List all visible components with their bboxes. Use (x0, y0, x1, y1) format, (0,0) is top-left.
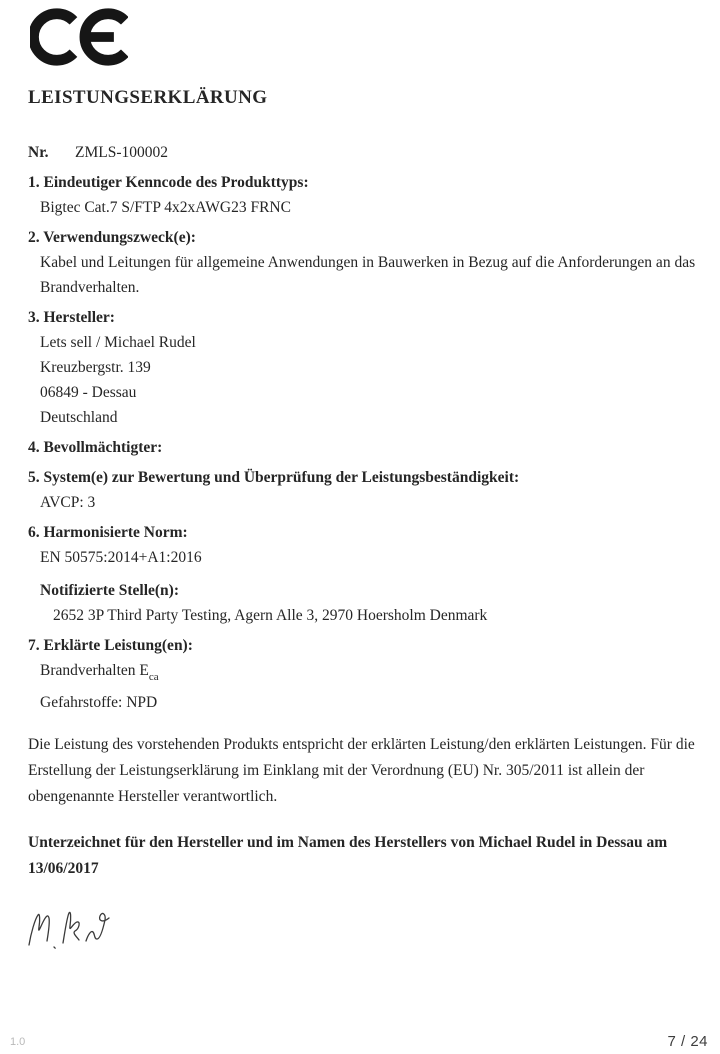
section-line: 06849 - Dessau (40, 384, 137, 401)
signing-statement: Unterzeichnet für den Hersteller und im Namen des Herstellers von Michael Rudel in Dessau am (28, 834, 668, 851)
signing-date: 13/06/2017 (28, 860, 99, 877)
section-heading: 7. Erklärte Leistung(en): (28, 637, 193, 654)
section-heading: 4. Bevollmächtigter: (28, 439, 163, 456)
section-line: Kabel und Leitungen für allgemeine Anwendungen in Bauwerken in Bezug auf die Anforderungen an das Brandverhalten. (40, 254, 696, 296)
section-harmonised-standard (28, 520, 696, 628)
footer-page-indicator: 7 / 24 (667, 1033, 708, 1050)
fire-behavior-label: Brandverhalten E (40, 662, 149, 679)
section-heading: 2. Verwendungszweck(e): (28, 229, 196, 246)
section-heading: 3. Hersteller: (28, 309, 115, 326)
hazardous-substances-line: Gefahrstoffe: NPD (40, 694, 158, 711)
section-manufacturer (28, 305, 696, 430)
section-heading: 6. Harmonisierte Norm: (28, 524, 188, 541)
subsection-heading: Notifizierte Stelle(n): (40, 582, 180, 599)
section-line: EN 50575:2014+A1:2016 (40, 549, 202, 566)
section-unique-code (28, 170, 696, 220)
section-line: AVCP: 3 (40, 494, 96, 511)
section-heading: 5. System(e) zur Bewertung und Überprüfung der Leistungsbeständigkeit: (28, 469, 520, 486)
footer-version: 1.0 (10, 1036, 26, 1048)
section-declared-performance (28, 633, 696, 715)
fire-behavior-class-subscript: ca (148, 671, 159, 683)
section-line: Lets sell / Michael Rudel (40, 334, 196, 351)
document-number-label: Nr. (28, 144, 49, 161)
document-number-value: ZMLS-100002 (75, 144, 168, 161)
section-authorized-representative (28, 435, 696, 460)
section-line: Bigtec Cat.7 S/FTP 4x2xAWG23 FRNC (40, 199, 291, 216)
closing-paragraph: Die Leistung des vorstehenden Produkts entspricht der erklärten Leistung/den erklärten Leistungen. Für die Erstellung der Leistungserklärung im Einklang mit der Verordnung (EU) Nr. 305/2011 ist allein der obengenannte Hersteller verantwortlich. (28, 736, 695, 805)
fire-behavior-line (28, 658, 696, 690)
declaration-document (0, 6, 720, 963)
section-heading: 1. Eindeutiger Kenncode des Produkttyps: (28, 174, 309, 191)
subsection-notified-body (28, 578, 696, 628)
subsection-line: 2652 3P Third Party Testing, Agern Alle 3, 2970 Hoersholm Denmark (53, 607, 488, 624)
section-line: Kreuzbergstr. 139 (40, 359, 151, 376)
signing-statement-block (28, 830, 696, 882)
section-avcp-system (28, 465, 696, 515)
ce-mark-icon (30, 6, 696, 68)
document-title: LEISTUNGSERKLÄRUNG (28, 87, 268, 108)
document-number (28, 140, 696, 165)
section-line: Deutschland (40, 409, 118, 426)
signature-image (22, 894, 696, 963)
section-intended-use (28, 225, 696, 300)
